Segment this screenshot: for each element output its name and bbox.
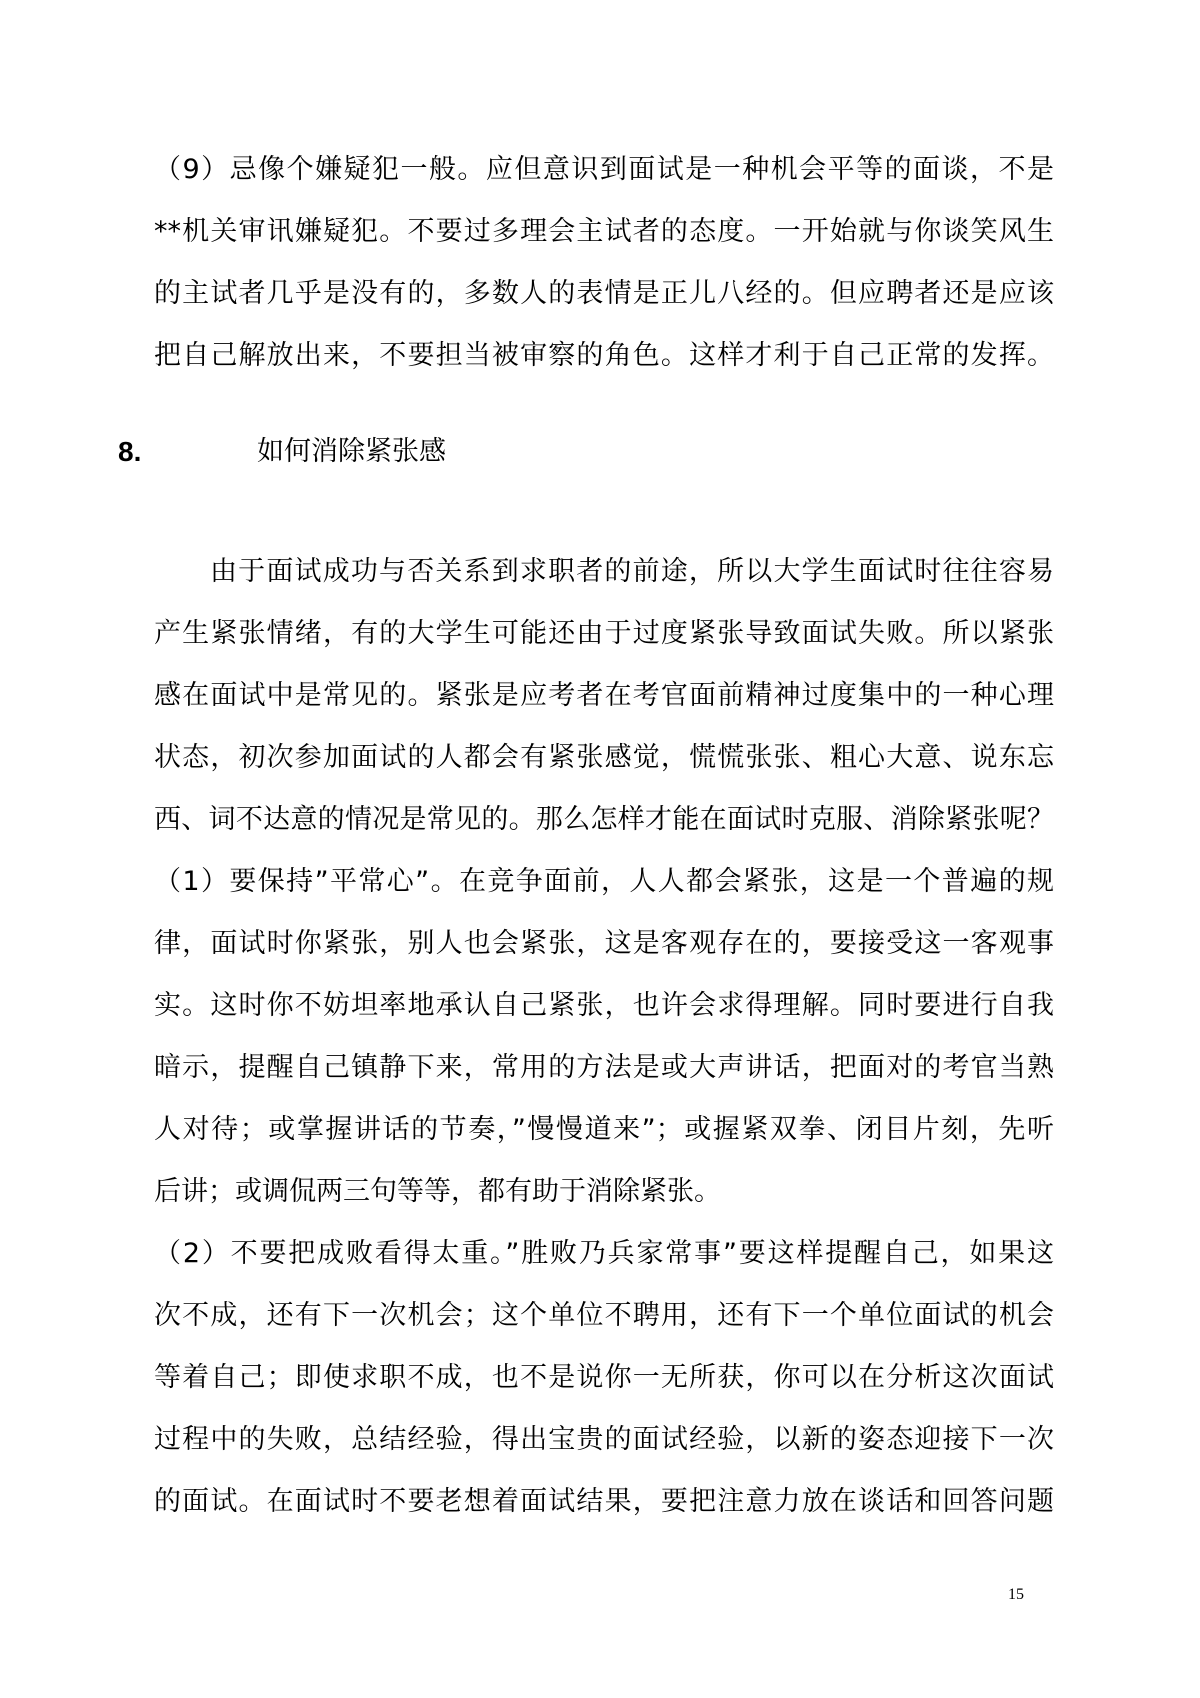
text-line: 过程中的失败，总结经验，得出宝贵的面试经验，以新的姿态迎接下一次 [154, 1424, 1054, 1455]
text-line: 把自己解放出来，不要担当被审察的角色。这样才利于自己正常的发挥。 [154, 340, 1054, 371]
text-line: 的面试。在面试时不要老想着面试结果，要把注意力放在谈话和回答问题 [154, 1486, 1054, 1517]
text-line: 西、词不达意的情况是常见的。那么怎样才能在面试时克服、消除紧张呢？ [154, 804, 1054, 835]
text-line: （9）忌像个嫌疑犯一般。应但意识到面试是一种机会平等的面谈，不是 [154, 154, 1054, 185]
text-line: **机关审讯嫌疑犯。不要过多理会主试者的态度。一开始就与你谈笑风生 [154, 216, 1054, 247]
text-line: 等着自己；即使求职不成，也不是说你一无所获，你可以在分析这次面试 [154, 1362, 1054, 1393]
text-line: 后讲；或调侃两三句等等，都有助于消除紧张。 [154, 1176, 721, 1207]
text-line: （2）不要把成败看得太重。”胜败乃兵家常事”要这样提醒自己，如果这 [154, 1238, 1054, 1269]
text-line: 感在面试中是常见的。紧张是应考者在考官面前精神过度集中的一种心理 [154, 680, 1054, 711]
section-number: 8. [118, 436, 142, 467]
text-line: 实。这时你不妨坦率地承认自己紧张，也许会求得理解。同时要进行自我 [154, 990, 1054, 1021]
text-line: 状态，初次参加面试的人都会有紧张感觉，慌慌张张、粗心大意、说东忘 [154, 742, 1054, 773]
text-line: 的主试者几乎是没有的，多数人的表情是正儿八经的。但应聘者还是应该 [154, 278, 1054, 309]
page-number: 15 [1008, 1586, 1024, 1603]
text-line: 律，面试时你紧张，别人也会紧张，这是客观存在的，要接受这一客观事 [154, 928, 1054, 959]
section-title: 如何消除紧张感 [257, 436, 446, 467]
text-line: （1）要保持”平常心”。在竞争面前，人人都会紧张，这是一个普遍的规 [154, 866, 1054, 897]
text-line: 产生紧张情绪，有的大学生可能还由于过度紧张导致面试失败。所以紧张 [154, 618, 1054, 649]
text-line: 暗示，提醒自己镇静下来，常用的方法是或大声讲话，把面对的考官当熟 [154, 1052, 1054, 1083]
text-line: 人对待；或掌握讲话的节奏，”慢慢道来”；或握紧双拳、闭目片刻，先听 [154, 1114, 1054, 1145]
text-line: 次不成，还有下一次机会；这个单位不聘用，还有下一个单位面试的机会 [154, 1300, 1054, 1331]
text-line: 由于面试成功与否关系到求职者的前途，所以大学生面试时往往容易 [210, 556, 1054, 587]
